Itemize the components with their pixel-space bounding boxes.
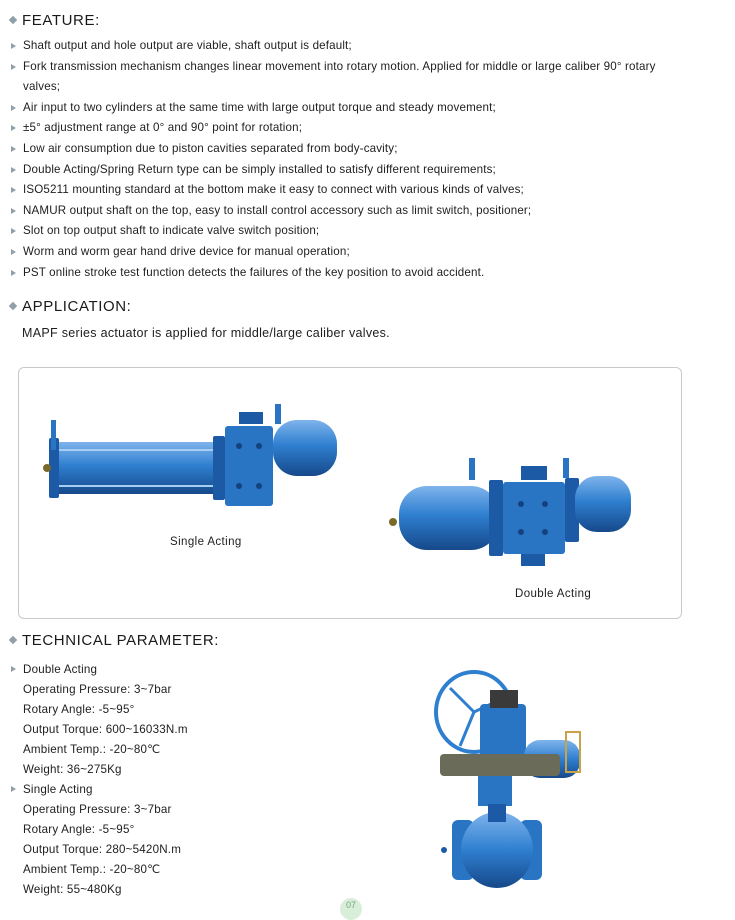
double-angle: Rotary Angle: -5~95° [23, 703, 135, 716]
feature-item: Double Acting/Spring Return type can be simply installed to satisfy different requirements; [10, 160, 700, 181]
single-acting-actuator-image [43, 398, 353, 518]
double-temp: Ambient Temp.: -20~80℃ [23, 743, 161, 756]
double-acting-caption: Double Acting [515, 588, 592, 600]
double-acting-title: Double Acting [10, 660, 188, 680]
feature-item: PST online stroke test function detects the failures of the key position to avoid accident. [10, 263, 700, 284]
diamond-bullet-icon [9, 16, 17, 24]
feature-item: Slot on top output shaft to indicate valve switch position; [10, 221, 700, 242]
page-number-badge [340, 898, 362, 920]
feature-heading [10, 12, 100, 29]
double-weight: Weight: 36~275Kg [23, 763, 122, 776]
double-acting-actuator-image [385, 456, 645, 571]
feature-item: Low air consumption due to piston cavities separated from body-cavity; [10, 139, 700, 160]
technical-heading [10, 632, 219, 649]
feature-item: Air input to two cylinders at the same time with large output torque and steady movement; [10, 98, 700, 119]
single-angle: Rotary Angle: -5~95° [23, 823, 135, 836]
page-number: 07 [345, 900, 356, 910]
valve-assembly-image [430, 668, 590, 898]
single-torque: Output Torque: 280~5420N.m [23, 843, 182, 856]
diamond-bullet-icon [9, 302, 17, 310]
technical-parameter-list [10, 660, 188, 900]
feature-item: ISO5211 mounting standard at the bottom make it easy to connect with various kinds of valves; [10, 180, 700, 201]
feature-item: Fork transmission mechanism changes linear movement into rotary motion. Applied for middle or large caliber 90° rotary valves; [10, 57, 691, 98]
application-text: MAPF series actuator is applied for middle/large caliber valves. [22, 326, 390, 340]
single-acting-caption: Single Acting [170, 536, 242, 548]
technical-heading-text: TECHNICAL PARAMETER: [22, 632, 220, 649]
feature-heading-text: FEATURE: [22, 12, 100, 29]
feature-item: Shaft output and hole output are viable, shaft output is default; [10, 36, 700, 57]
actuator-photo-panel [18, 367, 682, 619]
single-acting-title: Single Acting [10, 780, 188, 800]
single-pressure: Operating Pressure: 3~7bar [23, 803, 172, 816]
application-heading [10, 298, 131, 315]
application-heading-text: APPLICATION: [22, 298, 132, 315]
feature-item: ±5° adjustment range at 0° and 90° point for rotation; [10, 118, 700, 139]
single-weight: Weight: 55~480Kg [23, 883, 122, 896]
double-pressure: Operating Pressure: 3~7bar [23, 683, 172, 696]
diamond-bullet-icon [9, 636, 17, 644]
feature-item: NAMUR output shaft on the top, easy to install control accessory such as limit switch, positioner; [10, 201, 700, 222]
single-temp: Ambient Temp.: -20~80℃ [23, 863, 161, 876]
double-torque: Output Torque: 600~16033N.m [23, 723, 188, 736]
feature-list [10, 36, 700, 283]
feature-item: Worm and worm gear hand drive device for manual operation; [10, 242, 700, 263]
